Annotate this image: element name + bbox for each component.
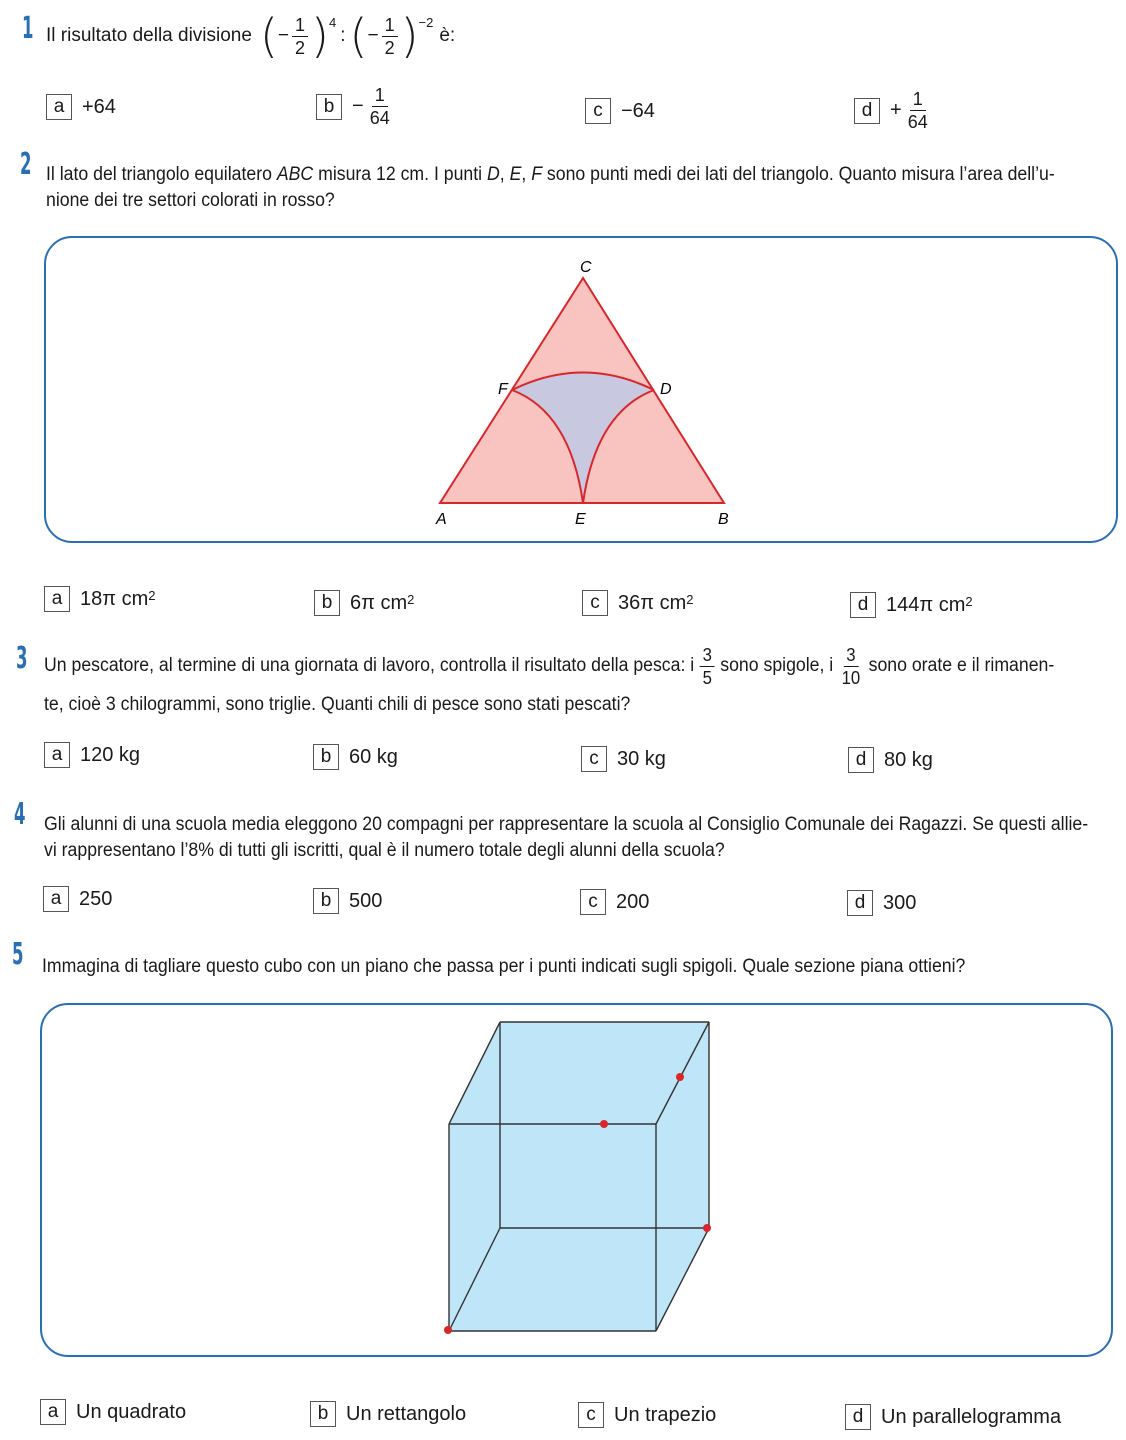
option-value: Un parallelogramma — [881, 1405, 1062, 1428]
text-part: Il lato del triangolo equilatero — [46, 164, 277, 185]
option-exponent: 2 — [965, 593, 973, 609]
option-b[interactable] — [310, 1401, 466, 1427]
paren-close: ) — [311, 9, 329, 63]
text-part: sono spigole, i — [720, 655, 834, 676]
option-c[interactable] — [582, 590, 694, 616]
text-italic: ABC — [276, 164, 314, 185]
option-letter-box[interactable]: b — [316, 94, 342, 120]
option-value: Un rettangolo — [346, 1402, 467, 1425]
option-value: Un trapezio — [614, 1403, 717, 1426]
option-letter-box[interactable]: a — [40, 1399, 66, 1425]
option-value: 6π cm — [350, 591, 408, 614]
fraction-denominator: 2 — [295, 37, 306, 58]
option-value: +64 — [82, 95, 116, 118]
option-letter-box[interactable]: c — [580, 889, 606, 915]
minus-sign: − — [277, 25, 290, 46]
question-number: 5 — [12, 937, 24, 972]
option-value: 250 — [79, 887, 113, 910]
option-value: 30 kg — [617, 747, 666, 770]
option-letter-box[interactable]: d — [845, 1404, 871, 1430]
option-b[interactable] — [313, 744, 398, 770]
question-text-line-2: nione dei tre settori colorati in rosso? — [46, 190, 335, 211]
option-c[interactable] — [581, 746, 666, 772]
option-letter-box[interactable]: c — [585, 98, 611, 124]
option-a[interactable] — [44, 742, 140, 768]
paren-open: ( — [349, 9, 368, 63]
text-italic: F — [531, 164, 543, 185]
option-letter-box[interactable]: d — [850, 592, 876, 618]
cut-point — [703, 1224, 711, 1232]
option-a[interactable] — [40, 1399, 186, 1425]
question-3-text-line-1 — [44, 638, 1054, 694]
option-value: 300 — [883, 891, 917, 914]
option-value: 120 kg — [80, 743, 141, 766]
option-letter-box[interactable]: a — [44, 586, 70, 612]
text-italic: D — [487, 164, 500, 185]
option-c[interactable] — [578, 1402, 716, 1428]
option-letter-box[interactable]: b — [313, 744, 339, 770]
option-value: 18π cm — [80, 587, 149, 610]
option-value: Un quadrato — [76, 1400, 187, 1423]
option-letter-box[interactable]: b — [313, 888, 339, 914]
cube-figure — [0, 990, 1126, 1360]
label-f: F — [498, 381, 508, 398]
paren-close: ) — [400, 9, 419, 63]
option-letter-box[interactable]: b — [310, 1401, 336, 1427]
question-text: Il risultato della divisione — [46, 25, 252, 46]
option-value: 80 kg — [884, 748, 933, 771]
question-number: 4 — [14, 797, 26, 832]
option-letter-box[interactable]: d — [848, 747, 874, 773]
option-letter-box[interactable]: a — [43, 886, 69, 912]
option-letter-box[interactable]: a — [44, 742, 70, 768]
option-exponent: 2 — [686, 591, 694, 607]
option-value: 144π cm — [886, 593, 966, 616]
fraction-numerator: 1 — [372, 84, 388, 107]
option-value: 200 — [616, 890, 650, 913]
option-a[interactable] — [44, 586, 156, 612]
minus-sign: − — [367, 25, 379, 46]
option-letter-box[interactable]: c — [578, 1402, 604, 1428]
question-text-line-1: Gli alunni di una scuola media eleggono 20 compagni per rappresentare la scuola al Consiglio Comunale dei Ragazzi. Se questi allie- — [44, 814, 1089, 835]
fraction-denominator: 5 — [702, 667, 712, 688]
label-e: E — [575, 511, 586, 528]
option-value: 36π cm — [618, 591, 687, 614]
option-letter-box[interactable]: d — [854, 98, 880, 124]
question-number: 2 — [20, 147, 32, 182]
fraction-three-tenths — [839, 644, 863, 689]
option-b[interactable] — [314, 590, 414, 616]
option-c[interactable] — [580, 889, 649, 915]
division-sign: : — [340, 25, 346, 46]
exponent: 4 — [328, 14, 337, 30]
option-a[interactable] — [43, 886, 112, 912]
text-part: misura 12 cm. I punti — [313, 164, 488, 185]
question-text-line-2: te, cioè 3 chilogrammi, sono triglie. Quanti chili di pesce sono stati pescati? — [44, 694, 631, 715]
exponent: −2 — [418, 14, 434, 30]
fraction-three-fifths — [700, 644, 715, 689]
fraction-denominator: 64 — [907, 112, 928, 132]
label-d: D — [660, 381, 672, 398]
cut-point — [676, 1073, 684, 1081]
option-letter-box[interactable]: b — [314, 590, 340, 616]
fraction-numerator: 3 — [700, 644, 715, 667]
text-part: Un pescatore, al termine di una giornata di lavoro, controlla il risultato della pesca: i — [44, 655, 695, 676]
option-letter-box[interactable]: d — [847, 890, 873, 916]
label-c: C — [580, 259, 592, 276]
option-sign: + — [890, 99, 902, 121]
paren-open: ( — [259, 9, 278, 63]
fraction-denominator: 64 — [369, 108, 390, 128]
option-b[interactable] — [313, 888, 382, 914]
option-d[interactable] — [848, 747, 933, 773]
option-value: 500 — [349, 889, 383, 912]
text-part: sono orate e il rimanen- — [868, 655, 1055, 676]
question-number: 3 — [16, 641, 28, 676]
option-value: 60 kg — [349, 745, 398, 768]
fraction-denominator: 10 — [841, 667, 861, 688]
option-letter-box[interactable]: c — [581, 746, 607, 772]
fraction-numerator: 1 — [292, 14, 308, 37]
option-d[interactable] — [850, 592, 973, 618]
question-number: 1 — [22, 11, 34, 46]
text-part: , — [521, 164, 532, 185]
fraction-numerator: 3 — [843, 644, 858, 667]
fraction-numerator: 1 — [382, 14, 398, 37]
option-d[interactable] — [847, 890, 916, 916]
question-text-line-2: vi rappresentano l’8% di tutti gli iscritti, qual è il numero totale degli alunni della scuola? — [44, 840, 725, 861]
label-b: B — [718, 511, 729, 528]
option-value: −64 — [621, 99, 655, 122]
option-exponent: 2 — [407, 591, 415, 607]
text-part: sono punti medi dei lati del triangolo. Quanto misura l’area dell’u- — [542, 164, 1055, 185]
option-exponent: 2 — [148, 587, 156, 603]
cut-point — [444, 1326, 452, 1334]
triangle-figure — [0, 0, 1126, 560]
cut-point — [600, 1120, 608, 1128]
text-part: , — [499, 164, 510, 185]
question-text-line-1: Immagina di tagliare questo cubo con un piano che passa per i punti indicati sugli spigoli. Quale sezione piana ottieni? — [42, 956, 966, 977]
option-letter-box[interactable]: c — [582, 590, 608, 616]
fraction-denominator: 2 — [384, 37, 395, 58]
question-text-end: è: — [439, 25, 456, 46]
label-a: A — [436, 511, 447, 528]
fraction-numerator: 1 — [910, 88, 926, 111]
text-italic: E — [509, 164, 522, 185]
option-letter-box[interactable]: a — [46, 94, 72, 120]
option-sign: − — [352, 95, 364, 117]
option-d[interactable] — [845, 1404, 1061, 1430]
